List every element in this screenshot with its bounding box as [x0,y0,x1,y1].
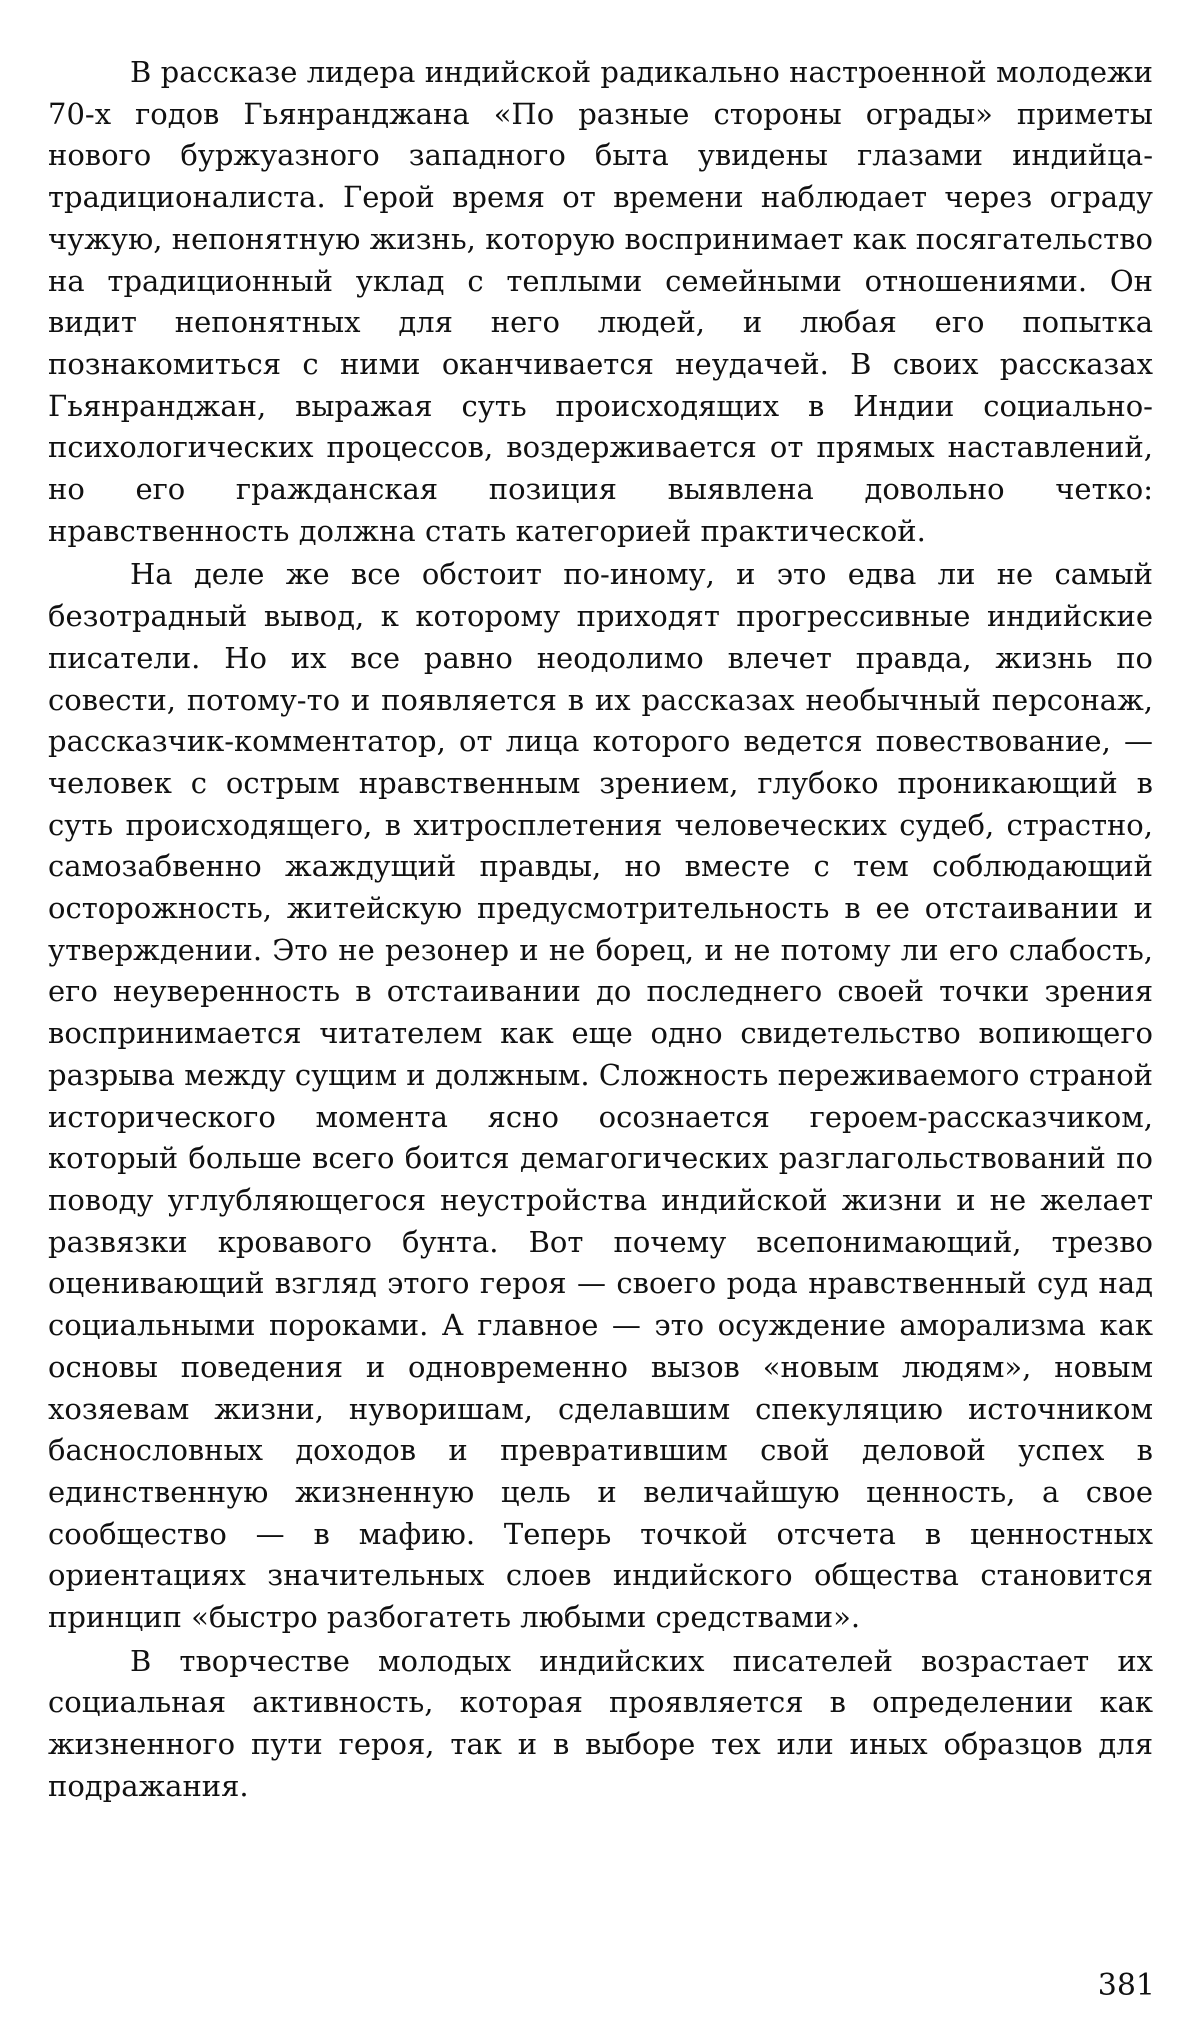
paragraph-1: В рассказе лидера индийской радикально настроенной молодежи 70-х годов Гьянранджана «По разные стороны ограды» приметы нового буржуазного западного быта увидены глазами индийца-традиционалиста. Герой время от времени наблюдает через ограду чужую, непонятную жизнь, которую воспринимает как посягательство на традиционный уклад с теплыми семейными отношениями. Он видит непонятных для него людей, и любая его попытка познакомиться с ними оканчивается неудачей. В своих рассказах Гьянранджан, выражая суть происходящих в Индии социально-психологических процессов, воздерживается от прямых наставлений, но его гражданская позиция выявлена довольно четко: нравственность должна стать категорией практической. [48,55,1153,548]
paragraph-3: В творчестве молодых индийских писателей возрастает их социальная активность, которая проявляется в определении как жизненного пути героя, так и в выборе тех или иных образцов для подражания. [48,1643,1153,1803]
page-body [48,52,1153,1808]
paragraph-2: На деле же все обстоит по-иному, и это едва ли не самый безотрадный вывод, к которому приходят прогрессивные индийские писатели. Но их все равно неодолимо влечет правда, жизнь по совести, потому-то и появляется в их рассказах необычный персонаж, рассказчик-комментатор, от лица которого ведется повествование, — человек с острым нравственным зрением, глубоко проникающий в суть происходящего, в хитросплетения человеческих судеб, страстно, самозабвенно жаждущий правды, но вместе с тем соблюдающий осторожность, житейскую предусмотрительность в ее отстаивании и утверждении. Это не резонер и не борец, и не потому ли его слабость, его неуверенность в отстаивании до последнего своей точки зрения воспринимается читателем как еще одно свидетельство вопиющего разрыва между сущим и должным. Сложность переживаемого страной исторического момента ясно осознается героем-рассказчиком, который больше всего боится демагогических разглагольствований по поводу углубляющегося неустройства индийской жизни и не желает развязки кровавого бунта. Вот почему всепонимающий, трезво оценивающий взгляд этого героя — своего рода нравственный суд над социальными пороками. А главное — это осуждение аморализма как основы поведения и одновременно вызов «новым людям», новым хозяевам жизни, нуворишам, сделавшим спекуляцию источником баснословных доходов и превратившим свой деловой успех в единственную жизненную цель и величайшую ценность, а свое сообщество — в мафию. Теперь точкой отсчета в ценностных ориентациях значительных слоев индийского общества становится принцип «быстро разбогатеть любыми средствами». [48,557,1153,1635]
page-number: 381 [1097,1968,1155,2003]
